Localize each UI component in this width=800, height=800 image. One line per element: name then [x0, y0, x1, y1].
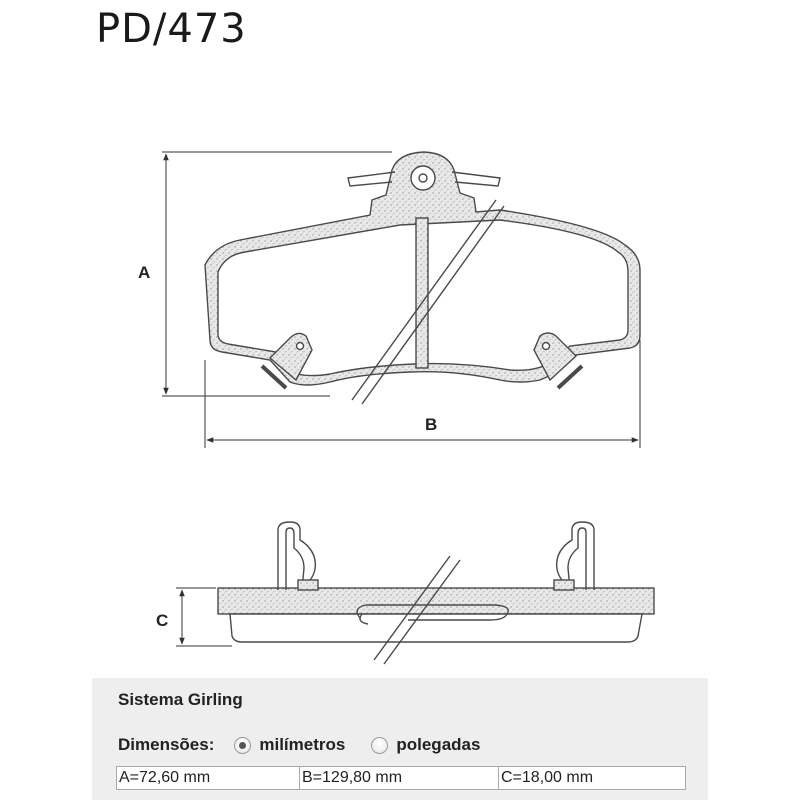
dimension-b-label: B [425, 415, 438, 434]
dimension-c-label: C [156, 611, 169, 630]
measurements-table [116, 766, 686, 790]
part-code-title: PD/473 [96, 6, 247, 52]
table-row [117, 767, 686, 790]
pad-side-view [218, 522, 654, 664]
millimeters-radio[interactable] [234, 737, 251, 754]
specification-panel [92, 678, 708, 800]
dimension-a-label: A [138, 263, 151, 282]
side-friction-lining [230, 614, 642, 642]
units-selector [118, 735, 506, 755]
measurement-c: C=18,00 mm [499, 767, 686, 790]
units-option-inches[interactable] [371, 735, 480, 755]
pad-front-view [205, 152, 640, 404]
measurement-b: B=129,80 mm [300, 767, 499, 790]
measurement-a: A=72,60 mm [117, 767, 300, 790]
units-option-millimeters[interactable] [234, 735, 345, 755]
millimeters-label: milímetros [259, 735, 346, 754]
units-label: Dimensões: [118, 735, 215, 754]
inches-radio[interactable] [371, 737, 388, 754]
top-spring-clip-right [452, 172, 500, 186]
inches-label: polegadas [396, 735, 481, 754]
system-name: Sistema Girling [118, 690, 243, 709]
center-groove [416, 218, 428, 368]
side-left-pin-clip [278, 522, 318, 590]
side-right-pin-clip [554, 522, 594, 590]
